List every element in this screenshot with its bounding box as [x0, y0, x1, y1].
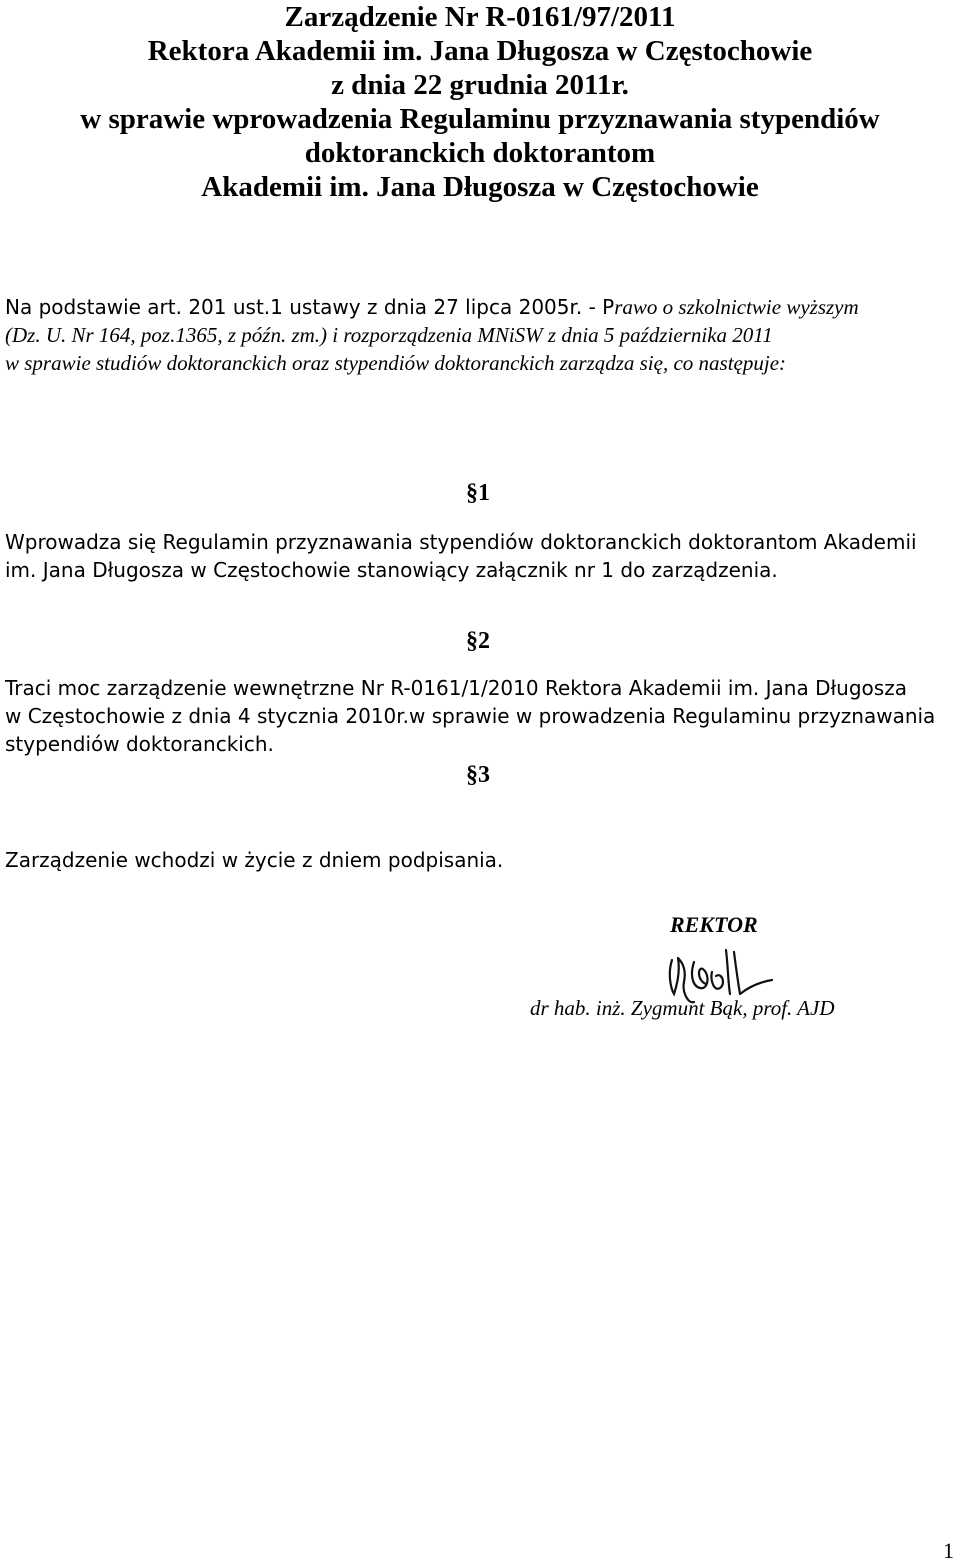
section-mark: §2 [466, 628, 490, 654]
section-line: stypendiów doktoranckich. [5, 732, 274, 756]
page-number: 1 [943, 1538, 954, 1563]
title-line: w sprawie wprowadzenia Regulaminu przyznawania stypendiów [80, 103, 880, 135]
section-3-text [5, 846, 955, 874]
preamble [5, 293, 960, 377]
document-title [0, 0, 960, 204]
preamble-text: ) i rozporządzenia MNiSW z dnia 5 października 2011 [320, 323, 773, 347]
title-line: Rektora Akademii im. Jana Długosza w Częstochowie [147, 35, 813, 67]
section-line: Zarządzenie wchodzi w życie z dniem podpisania. [5, 848, 504, 872]
title-line: Akademii im. Jana Długosza w Częstochowie [201, 171, 759, 203]
preamble-line-3: w sprawie studiów doktoranckich oraz stypendiów doktoranckich zarządza się, co następuje: [5, 351, 787, 375]
preamble-line-2 [5, 321, 960, 349]
title-line: z dnia 22 grudnia 2011r. [331, 69, 629, 101]
title-line: doktoranckich doktorantom [304, 137, 656, 169]
section-mark: §3 [466, 762, 490, 788]
preamble-text: Na podstawie art. 201 ust.1 ustawy z dnia 27 lipca 2005r. - P [5, 295, 615, 319]
section-line: w Częstochowie z dnia 4 stycznia 2010r.w sprawie w prowadzenia Regulaminu przyznawania [5, 704, 936, 728]
section-line: Wprowadza się Regulamin przyznawania stypendiów doktoranckich doktorantom Akademii [5, 530, 917, 554]
preamble-italic-text: rawo o szkolnictwie wyższym [614, 295, 859, 319]
signature-title: REKTOR [670, 912, 758, 937]
title-line: Zarządzenie Nr R-0161/97/2011 [284, 1, 676, 33]
section-mark: §1 [466, 480, 490, 506]
signature-block [530, 912, 890, 1032]
signatory-name: dr hab. inż. Zygmunt Bąk, prof. AJD [530, 996, 835, 1020]
preamble-italic-text: (Dz. U. Nr 164, poz.1365, z późn. zm. [5, 323, 321, 347]
preamble-line-1 [5, 293, 960, 321]
section-line: Traci moc zarządzenie wewnętrzne Nr R-0161/1/2010 Rektora Akademii im. Jana Długosza [5, 676, 907, 700]
section-2-text [5, 674, 955, 758]
section-1-text [5, 528, 955, 584]
section-line: im. Jana Długosza w Częstochowie stanowiący załącznik nr 1 do zarządzenia. [5, 558, 778, 582]
